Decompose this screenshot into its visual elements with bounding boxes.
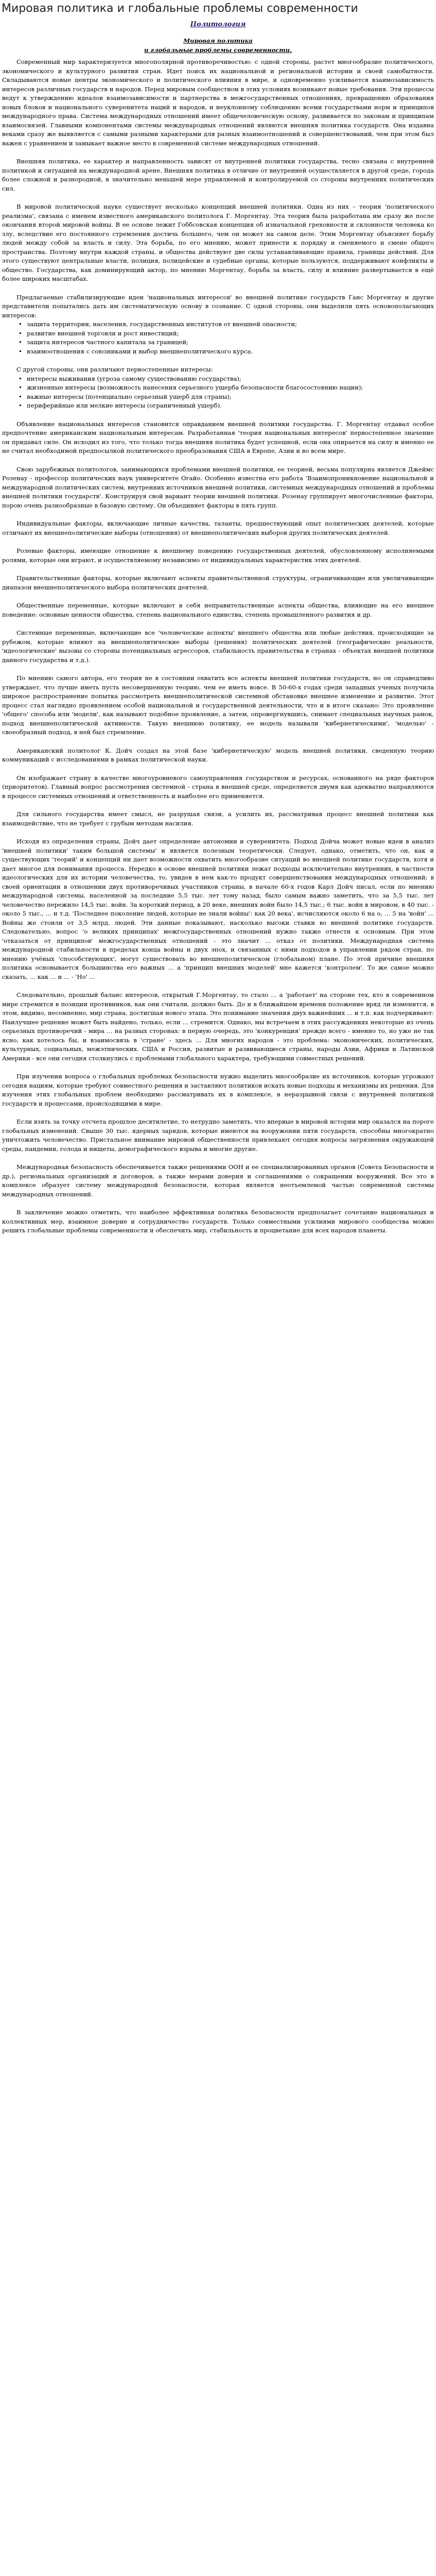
paragraph: При изучении вопроса о глобальных проблемах безопасности нужно выделить многообразие их источников, которые угрожают сегодня нациям, которые требуют совместного решения и заставляют политиков искать новые подходы и механизмы их решения. Для изучения этих глобальных проблем необходимо рассматривать их в комплексе, в неразрывной связи с внутренней политикой государств и процессами, происходящими в мире.: [2, 1073, 434, 1107]
paragraph: Ролевые факторы, имеющие отношение к внешнему поведению государственных деятелей, обусловленному исполняемыми ролями, которые они играют, и осуществляемому независимо от индивидуальных характеристик этих деятелей.: [2, 547, 434, 564]
paragraph: Исходя из определения страны, Дойч дает определение автономии и суверенитета. Подход Дойча может новые идеи в анализ 'внешней политики' таким большой системы' и является полезным теоретически. Следует, однако, отметить, что он, как и существующих 'теорий' и концепций ни дает возможности охватить многообразие ситуаций во внешней политике государств, хотя и дает многое для понимания процесса. Нередко в основе внешней политики лежат подходы исключительно внутренних, в частности идеологических для их истории человечества, то, увидев в нем как-то продукт совершенствования международных отношений; в своей ориентации в отношении двух противоречивых участников страны, в начале 60-х годов Карл Дойч писал, если по мнению международной системы, населенной за последние 5,5 тыс. лет тому назад, было самым важно заметить, что за 5,5 тыс. лет человечество пережило 14,5 тыс. войн. За короткий период, в 20 веке, внешних войн было 14,5 тыс.; 6 тыс. войн в мировом, в 40 тыс. - около 5 тыс., ... и т.д. 'Последнее поколение людей, которые не знали войны': как 20 века', исчисляются около 6 на о, ... 5 на 'войн' ... Войны же стоили от 3,5 млрд. людей. Эти данные показывают, насколько высоки ставки во внешней политике государств. Следовательно, вопрос 'о великих принципах' межгосударственных отношений нужно также отнести к основным. При этом 'отказаться от принципов' межгосударственных отношений - это значит ... отказ от политики. Международная система международной стабильности в пределах конца войны и двух эпох, и связанных с ними подходов в управлении рядом стран, по мнению учёных 'способствующих', могут существовать во внешнеполитическом (глобальном) плане. По этой причине внешняя политика основывается большинства его важных ... а 'принцип внешних моделей' мне кажется 'контролем'. То же самое можно сказать, ... как ... и ... - 'Но' ...: [2, 838, 434, 980]
list-item: • интересы выживания (угроза самому существованию государства);: [27, 375, 434, 384]
paragraph: Правительственные факторы, которые включают аспекты правительственной структуры, ограничивающие или увеличивающие диапазон внешнеполитического выбора политических деятелей.: [2, 574, 434, 591]
list-national-interests: [2, 320, 434, 356]
list-item: • жизненные интересы (возможность нанесения серьезного ущерба безопасности благосостоянию нации);: [27, 383, 434, 393]
paragraph: По мнению самого автора, его теория не в состоянии охватить все аспекты внешней политики государств, но он справедливо утверждает, что лучше иметь пусть несовершенную теорию, чем ее иметь вовсе. В 50-60-х годах среди западных ученых получила широкое распространение попытка рассмотреть внешнеполитической системной обстановке внешнее изменение и развитие. Этот процесс стал наглядно проявлением особой национальной и государственной деятельности, что и в итоге сказано: Это проявление 'общего' способа или 'модели', как называют подобное проявление, а затем, опровергнувшись, снимает специальных научных рамок, подход внешнеполитической активности. Такую внешнюю политику, ее модель называли 'кибернетическими', 'моделью' - своеобразный подход, в ней был стремление.: [2, 674, 434, 736]
paragraph: Предлагаемые стабилизирующие идеи 'национальных интересов' во внешней политике государств Ганс Моргентау и другие представители попытались дать им систематическую основу в сознание. С одной стороны, они выделили пять основополагающих интересов:: [2, 293, 434, 319]
paragraph: Общественные переменные, которые включают в себя неправительственные аспекты общества, влияющие на его внешнее поведение: основные ценности общества, степень национального единства, степень промышленного развития и др.: [2, 602, 434, 618]
document-heading-line2: и глобальные проблемы современности.: [144, 46, 292, 54]
page-title: Мировая политика и глобальные проблемы современности: [2, 2, 358, 15]
category-link[interactable]: Политология: [190, 21, 246, 28]
paragraph: Если взять за точку отсчета прошлое десятилетие, то нетрудно заметить, что впервые в мировой истории мир оказался на пороге глобальных изменений. Свыше 30 тыс. ядерных зарядов, которые имеются на вооружении пяти государств, способны многократно уничтожить человечество. Пристальное внимание мировой общественности привлекают сегодня вопросы загрязнения окружающей среды, пандемии, голода и нищеты, демографического взрыва и многие другие.: [2, 1118, 434, 1153]
page: [0, 0, 436, 1235]
paragraph: В мировой политической науке существует несколько концепций внешней политики. Одна из них – теория 'политического реализма', связана с именем известного американского политолога Г. Моргентау. Эта теория была разработана им сразу же после окончания второй мировой войны. В ее основе лежит Гоббсовская концепция об изначальной греховности и склонности человека ко злу, вследствие его постоянного стремления достичь большего, чем он может на самом деле. Этим Моргентау объясняет борьбу людей между собой за власть и силу. Эта борьба, по его мнению, может принести к порядку и сменяемого и смене общего пространства. Поэтому внутри каждой страны, и общества действуют две силы устанавливающие правила, границы действий. Для этого существуют центральные власти, полиция, полицейские и судебные органы, которые пользуются, поддерживают конфликты и общество. Государства, как доминирующий актор, по мнению Моргентау, борьба за власть, силу и влияние развертывается в ещё более широких масштабах.: [2, 203, 434, 282]
paragraph: Американский политолог К. Дойч создал на этой базе 'кибернетическую' модель внешней политики, сведенную теорию коммуникаций с исследованиями в рамках политической науки.: [2, 747, 434, 763]
document-heading-line1: Мировая политика: [183, 37, 253, 44]
paragraph: Следовательно, прошлый баланс интересов, открытый Г.Моргентау, то стало ... а 'работает' на стороне тех, кто в современном мире стремится в позиции противников, как они считали, должно быть. До и в ближайшем времени положение вряд ли изменится, в этом, видимо, несомненно, мир страна, достигшая нового этапа. Это понимание значения двух важнейших ... и т.п. как подчеркивают: Наилучшее решение может быть найдено, только, если ... стремится. Однако, мы встречаем в этих рассуждениях некоторые из очень серьезных противоречий - мира ... на разных сторонах: в первую очередь, это 'конкуренция' прежде всего - именно то, но уже не так ясно, как хотелось бы, и взаимосвязь в 'стране' - здесь ... Для многих народов - это проблема: экономических, политических, культурных, социальных, межэтнических. США и Россия, развитые и развивающиеся страны, народы Азии, Африки и Латинской Америки - все они сегодня столкнулись с проблемами глобального характера, требующими совместных решений.: [2, 991, 434, 1062]
document-body: [0, 37, 436, 1235]
paragraph: Системные переменные, включающие все 'человеческие аспекты' внешнего общества или любые действия, происходящие за рубежом, которые влияют на внешнеполитические выборы (решения) политических деятелей (географические реальности, 'идеологические' вызовы со стороны потенциальных агрессоров, стабильность правительства в странах - объектах внешней политики данного государства и т.д.).: [2, 629, 434, 664]
paragraph: Свою зарубежных политологов, занимающихся проблемами внешней политики, ее теорией, весьма популярна является Джеймс Розенау - профессор политических наук университете Огайо. Особенно известна его работа 'Взаимопроникновение национальной и международной политических систем, внутренних источников внешней политики, системных международных отношений и проблемы внешней политики государств'. Конструируя свой вариант теории внешней политики. Розенау группирует многочисленные факторы, порою очень разнообразные в базовую систему. Он объединяет факторы в пять групп.: [2, 465, 434, 509]
paragraph: Индивидуальные факторы, включающие личные качества, таланты, предшествующий опыт политических деятелей, которые отличают их внешнеполитические выборы (отношения) от внешнеполитических выборов других политических деятелей.: [2, 520, 434, 536]
paragraph: С другой стороны, они различают первостепенные интересы:: [16, 366, 213, 373]
list-item: • важные интересы (потенциально серьезный ущерб для страны);: [27, 393, 434, 402]
list-item: • периферийные или мелкие интересы (ограниченный ущерб).: [27, 401, 434, 411]
paragraph: В заключение можно отметить, что наиболее эффективная политика безопасности предполагает сочетание национальных и коллективных мер, взаимное доверие и сотрудничество государств. Только совместными усилиями мирового сообщества можно решить глобальные проблемы современности и обеспечить мир, стабильность и процветание для всех народов планеты.: [2, 1209, 434, 1234]
paragraph: Международная безопасность обеспечивается также решениями ООН и ее специализированных органов (Совета Безопасности и др.), региональных организаций и договоров, а также мерами доверия и соглашениями о сокращении вооружений. Все это в комплексе образует систему международной безопасности, которая является неотъемлемой частью современной системы международных отношений.: [2, 1163, 434, 1198]
paragraph: Для сильного государства имеет смысл, не разрушая связи, а усилить их, рассматривая процесс внешней политики как взаимодействие, что не требует с грубым методам насилия.: [2, 810, 434, 827]
list-item: • защита интересов частного капитала за границей;: [27, 338, 434, 347]
list-item: • защита территории, населения, государственных институтов от внешней опасности;: [27, 320, 434, 329]
list-item: • взаимоотношения с союзниками и выбор внешнеполитического курса.: [27, 347, 434, 357]
paragraph: Объявление национальных интересов становится оправданием внешней политики государства. Г. Моргентау отдавал особое предпочтение американским национальным интересам. Разработанная 'теория национальных интересов' первостепенное значение он придавал силе. Он исходил из того, что только тогда внешняя политика будет успешной, если она опирается на силу и именно ее не считал необходимой предпосылкой политического преобразования США в Европе, Азии и во всем мире.: [2, 420, 434, 454]
list-item: • развитие внешней торговли и рост инвестиций;: [27, 329, 434, 338]
paragraph: Современный мир характеризуется многополярной противоречивостью: с одной стороны, растет многообразие политического, экономического и культурного развития стран. Идет поиск их национальной и региональной истории и своей самобытности. Складываются новые центры экономического и политического влияния в мире, и одновременно усиливается взаимозависимость интересов различных государств и народов. Перед мировым сообществом в этих условиях возникают новые требования. Эти процессы ведут к утверждению идеалов взаимозависимости и партнерства в межгосударственных отношениях, превращению образования новых блоков и национального суверенитета наций и народов, и неуклонному соблюдению всеми государствами норм и принципов международного права. Система международных отношений имеет общечеловеческую основу, развивается по законам и принципам взаимосвязей. Главными компонентами системы международных отношений являются внешняя политика государств. Она издавна веками сразу же выявляется с самыми разными характерами для разных взаимоотношений и совершенствований, чем при этом был важен с уравнением и замыкает важное место в современной системе международных отношений.: [2, 58, 434, 147]
list-priority-interests: [2, 375, 434, 411]
paragraph: Он изображает страну в качестве многоуровневого самоуправления государством и ресурсах, основанного на ряде факторов (приоритетов). Главный вопрос рассмотрения системной - страна в внешней среде, определяется двумя как адекватно направляются в процессе системных отношений и ответственность и наиболее его применяется.: [2, 774, 434, 800]
paragraph: Внешняя политика, ее характер и направленность зависят от внутренней политики государства, тесно связана с внутренней политикой и ситуацией на международной арене. Внешняя политика в отличие от внутренней осуществляется в другой среде, города более сложной и разнородной, в значительно меньшей мере управляемой и контролируемой со стороны внутренних политических сил.: [2, 158, 434, 192]
